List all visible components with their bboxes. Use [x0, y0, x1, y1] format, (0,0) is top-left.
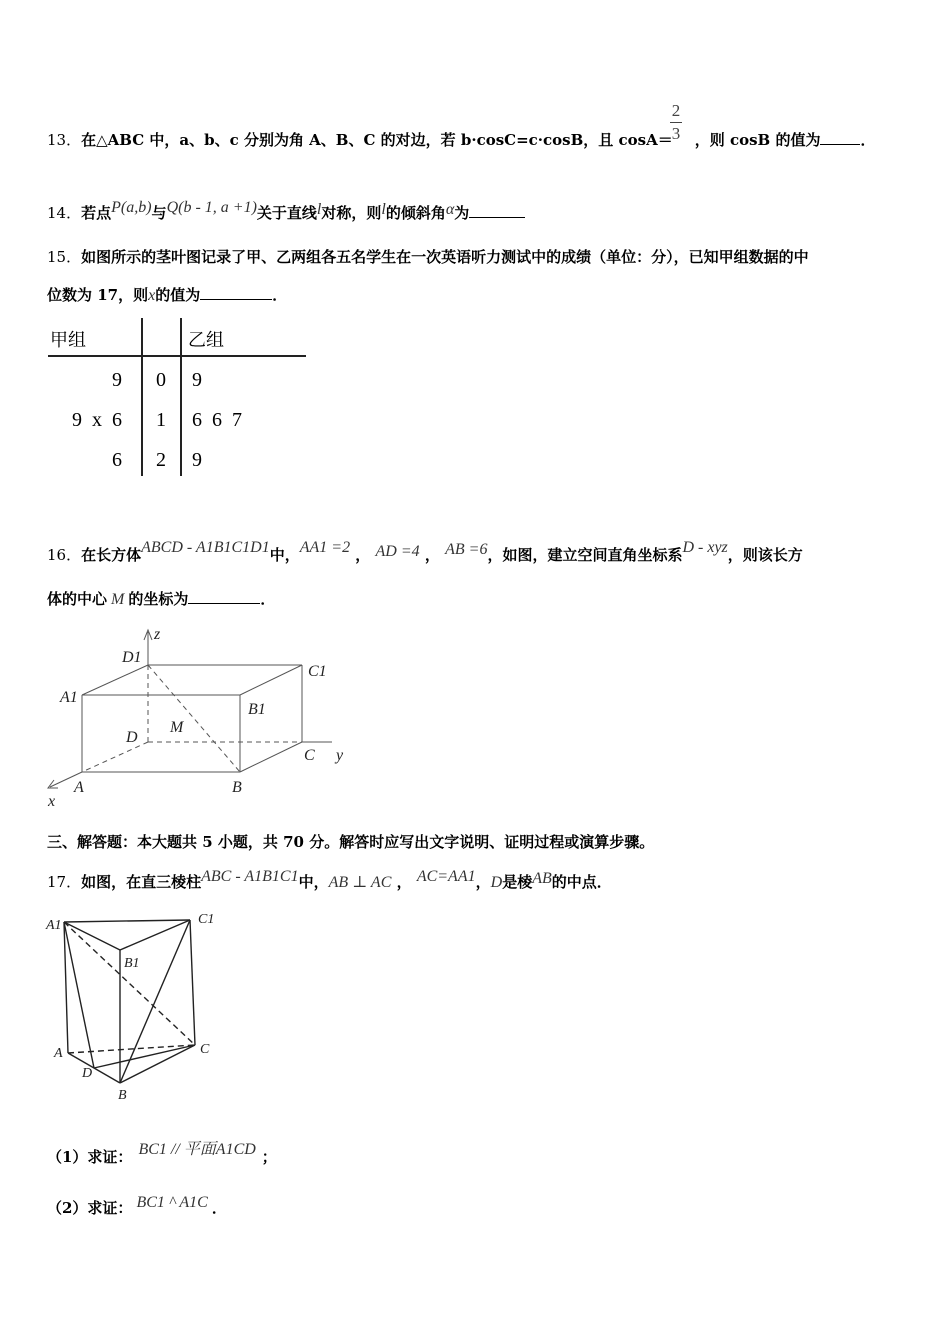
q14-point-q: Q(b - 1, a +1) [166, 199, 257, 216]
label-C: C [200, 1042, 210, 1057]
q14-t1: 若点 [81, 204, 112, 222]
q13-text-b: ，则 cosB 的值为 [694, 131, 821, 149]
q17-part-2 [47, 1194, 227, 1218]
q15-number: 15． [47, 248, 82, 266]
q17-part-1 [47, 1136, 277, 1167]
q17-t5: 的中点． [551, 873, 612, 891]
q15-x: x [148, 287, 156, 304]
q16-center-m: M [111, 591, 125, 608]
right-leaves-row-0: 9 [192, 369, 202, 391]
label-C: C [304, 747, 315, 764]
section-3-heading: 三、解答题：本大题共 5 小题，共 70 分。解答时应写出文字说明、证明过程或演算步骤。 [47, 833, 655, 851]
q14-answer-blank[interactable] [469, 205, 525, 218]
stem-row-2: 2 [156, 449, 166, 471]
q17-prism: ABC - A1B1C1 [201, 868, 299, 885]
prism-figure [40, 905, 240, 1105]
label-A1: A1 [60, 689, 78, 706]
segment-A1D [64, 922, 94, 1068]
q16-solid: ABCD - A1B1C1D1 [141, 539, 270, 556]
edge-C1C [190, 920, 195, 1045]
left-leaves-row-2: 6 [112, 449, 122, 471]
q17-part1-end: ； [261, 1148, 277, 1166]
q17-t2: 中， [298, 873, 329, 891]
q14-t3: 关于直线 [256, 204, 317, 222]
q17-t4: 是棱 [502, 873, 533, 891]
q13-text-a: 在△ABC 中，a、b、c 分别为角 A、B、C 的对边，若 b·cosC=c·cosB，且 cosA＝ [81, 131, 673, 149]
q17-cond-equal: AC=AA1 [416, 868, 476, 885]
q15-line2b: 的值为 [155, 286, 201, 304]
label-C1: C1 [198, 912, 215, 927]
q17-t3: ， [475, 873, 491, 891]
q14-t6: 为 [454, 204, 470, 222]
label-M: M [170, 719, 184, 736]
question-16-line2 [47, 588, 275, 609]
question-16-line1: 16．在长方体ABCD - A1B1C1D1中，AA1 =2 ， AD =4 ， AB =6，如图，建立空间直角坐标系D - xyz，则该长方 [47, 539, 803, 564]
question-17: 17．如图，在直三棱柱ABC - A1B1C1中，AB ⊥ AC ， AC=AA1，D是棱AB的中点． [47, 868, 612, 891]
edge-BC [240, 742, 302, 772]
label-D: D [126, 729, 138, 746]
question-15-line2 [47, 284, 287, 305]
q16-t3: ，如图，建立空间直角坐标系 [487, 546, 683, 564]
stem-row-1: 1 [156, 409, 166, 431]
label-B: B [232, 779, 242, 796]
label-D1: D1 [122, 649, 142, 666]
label-B: B [118, 1088, 127, 1103]
edge-BC [120, 1045, 195, 1083]
q17-part2-end: ． [211, 1199, 227, 1217]
q14-alpha: α [445, 201, 455, 218]
q16-t2: 中， [269, 546, 300, 564]
segment-A1C-hidden [64, 922, 195, 1045]
q17-edge-ab: AB [532, 870, 552, 887]
cuboid-figure [40, 620, 370, 815]
q16-t4: ，则该长方 [727, 546, 803, 564]
left-leaves-row-1: 9 x 6 [72, 409, 122, 431]
q17-part2-expr: BC1 ^ A1C [136, 1194, 208, 1211]
q13-answer-blank[interactable] [820, 132, 860, 145]
q17-point-d: D [490, 874, 503, 891]
label-D: D [82, 1066, 93, 1081]
question-14 [47, 199, 525, 223]
q14-t4: 对称，则 [321, 204, 382, 222]
edge-A1B1 [64, 922, 120, 950]
fraction-denominator: 3 [671, 124, 681, 143]
label-A1: A1 [46, 918, 62, 933]
q16-cond-ab: AB =6 [445, 541, 488, 558]
q15-answer-blank[interactable] [200, 287, 272, 300]
label-A: A [74, 779, 84, 796]
q16-cond-aa1: AA1 =2 [299, 539, 351, 556]
q15-line1: 如图所示的茎叶图记录了甲、乙两组各五名学生在一次英语听力测试中的成绩（单位：分），已知甲组数据的中 [81, 248, 809, 266]
edge-A1C1 [64, 920, 190, 922]
q16-t1: 在长方体 [81, 546, 142, 564]
q16-answer-blank[interactable] [188, 591, 260, 604]
q17-cond-perp: AB ⊥ AC [328, 874, 392, 891]
q16-line2b: 的坐标为 [128, 590, 189, 608]
q14-point-p: P(a,b) [111, 199, 152, 216]
q14-line-l: l [316, 201, 322, 218]
right-leaves-row-2: 9 [192, 449, 202, 471]
q16-line2a: 体的中心 [47, 590, 108, 608]
header-group-b: 乙组 [188, 330, 224, 350]
question-15-line1 [47, 246, 809, 267]
q17-t1: 如图，在直三棱柱 [81, 873, 202, 891]
label-y: y [336, 747, 344, 764]
question-13 [47, 129, 875, 150]
q17-part1-expr: BC1 // 平面A1CD [138, 1141, 256, 1158]
edge-DA-hidden [82, 742, 148, 772]
segment-BC1 [120, 920, 190, 1083]
stem-row-0: 0 [156, 369, 166, 391]
left-leaves-row-0: 9 [112, 369, 122, 391]
label-z: z [154, 626, 161, 643]
label-B1: B1 [248, 701, 266, 718]
label-C1: C1 [308, 663, 327, 680]
q13-number: 13． [47, 131, 82, 149]
q17-part2-label: （2）求证： [47, 1199, 133, 1217]
diagonal-D1B [148, 665, 240, 772]
q17-part1-label: （1）求证： [47, 1148, 133, 1166]
label-A: A [54, 1046, 63, 1061]
label-B1: B1 [124, 956, 140, 971]
q14-t2: 与 [151, 204, 167, 222]
right-leaves-row-1: 6 6 7 [192, 409, 242, 431]
label-x: x [48, 793, 56, 810]
q14-t5: 的倾斜角 [385, 204, 446, 222]
q15-end: ． [272, 286, 288, 304]
fraction-numerator: 2 [671, 101, 681, 120]
q15-line2a: 位数为 17，则 [47, 286, 149, 304]
edge-C1B1 [240, 665, 302, 695]
segment-DC [94, 1045, 195, 1068]
q16-number: 16． [47, 546, 82, 564]
q14-line-l2: l [381, 201, 386, 218]
stem-leaf-plot [44, 314, 314, 486]
edge-D1A1 [82, 665, 148, 695]
q16-coord-system: D - xyz [682, 539, 728, 556]
q17-number: 17． [47, 873, 82, 891]
q16-end: ． [260, 590, 276, 608]
q13-end: ． [860, 131, 876, 149]
q14-number: 14． [47, 204, 82, 222]
header-group-a: 甲组 [50, 330, 86, 350]
q16-cond-ad: AD =4 [375, 543, 420, 560]
